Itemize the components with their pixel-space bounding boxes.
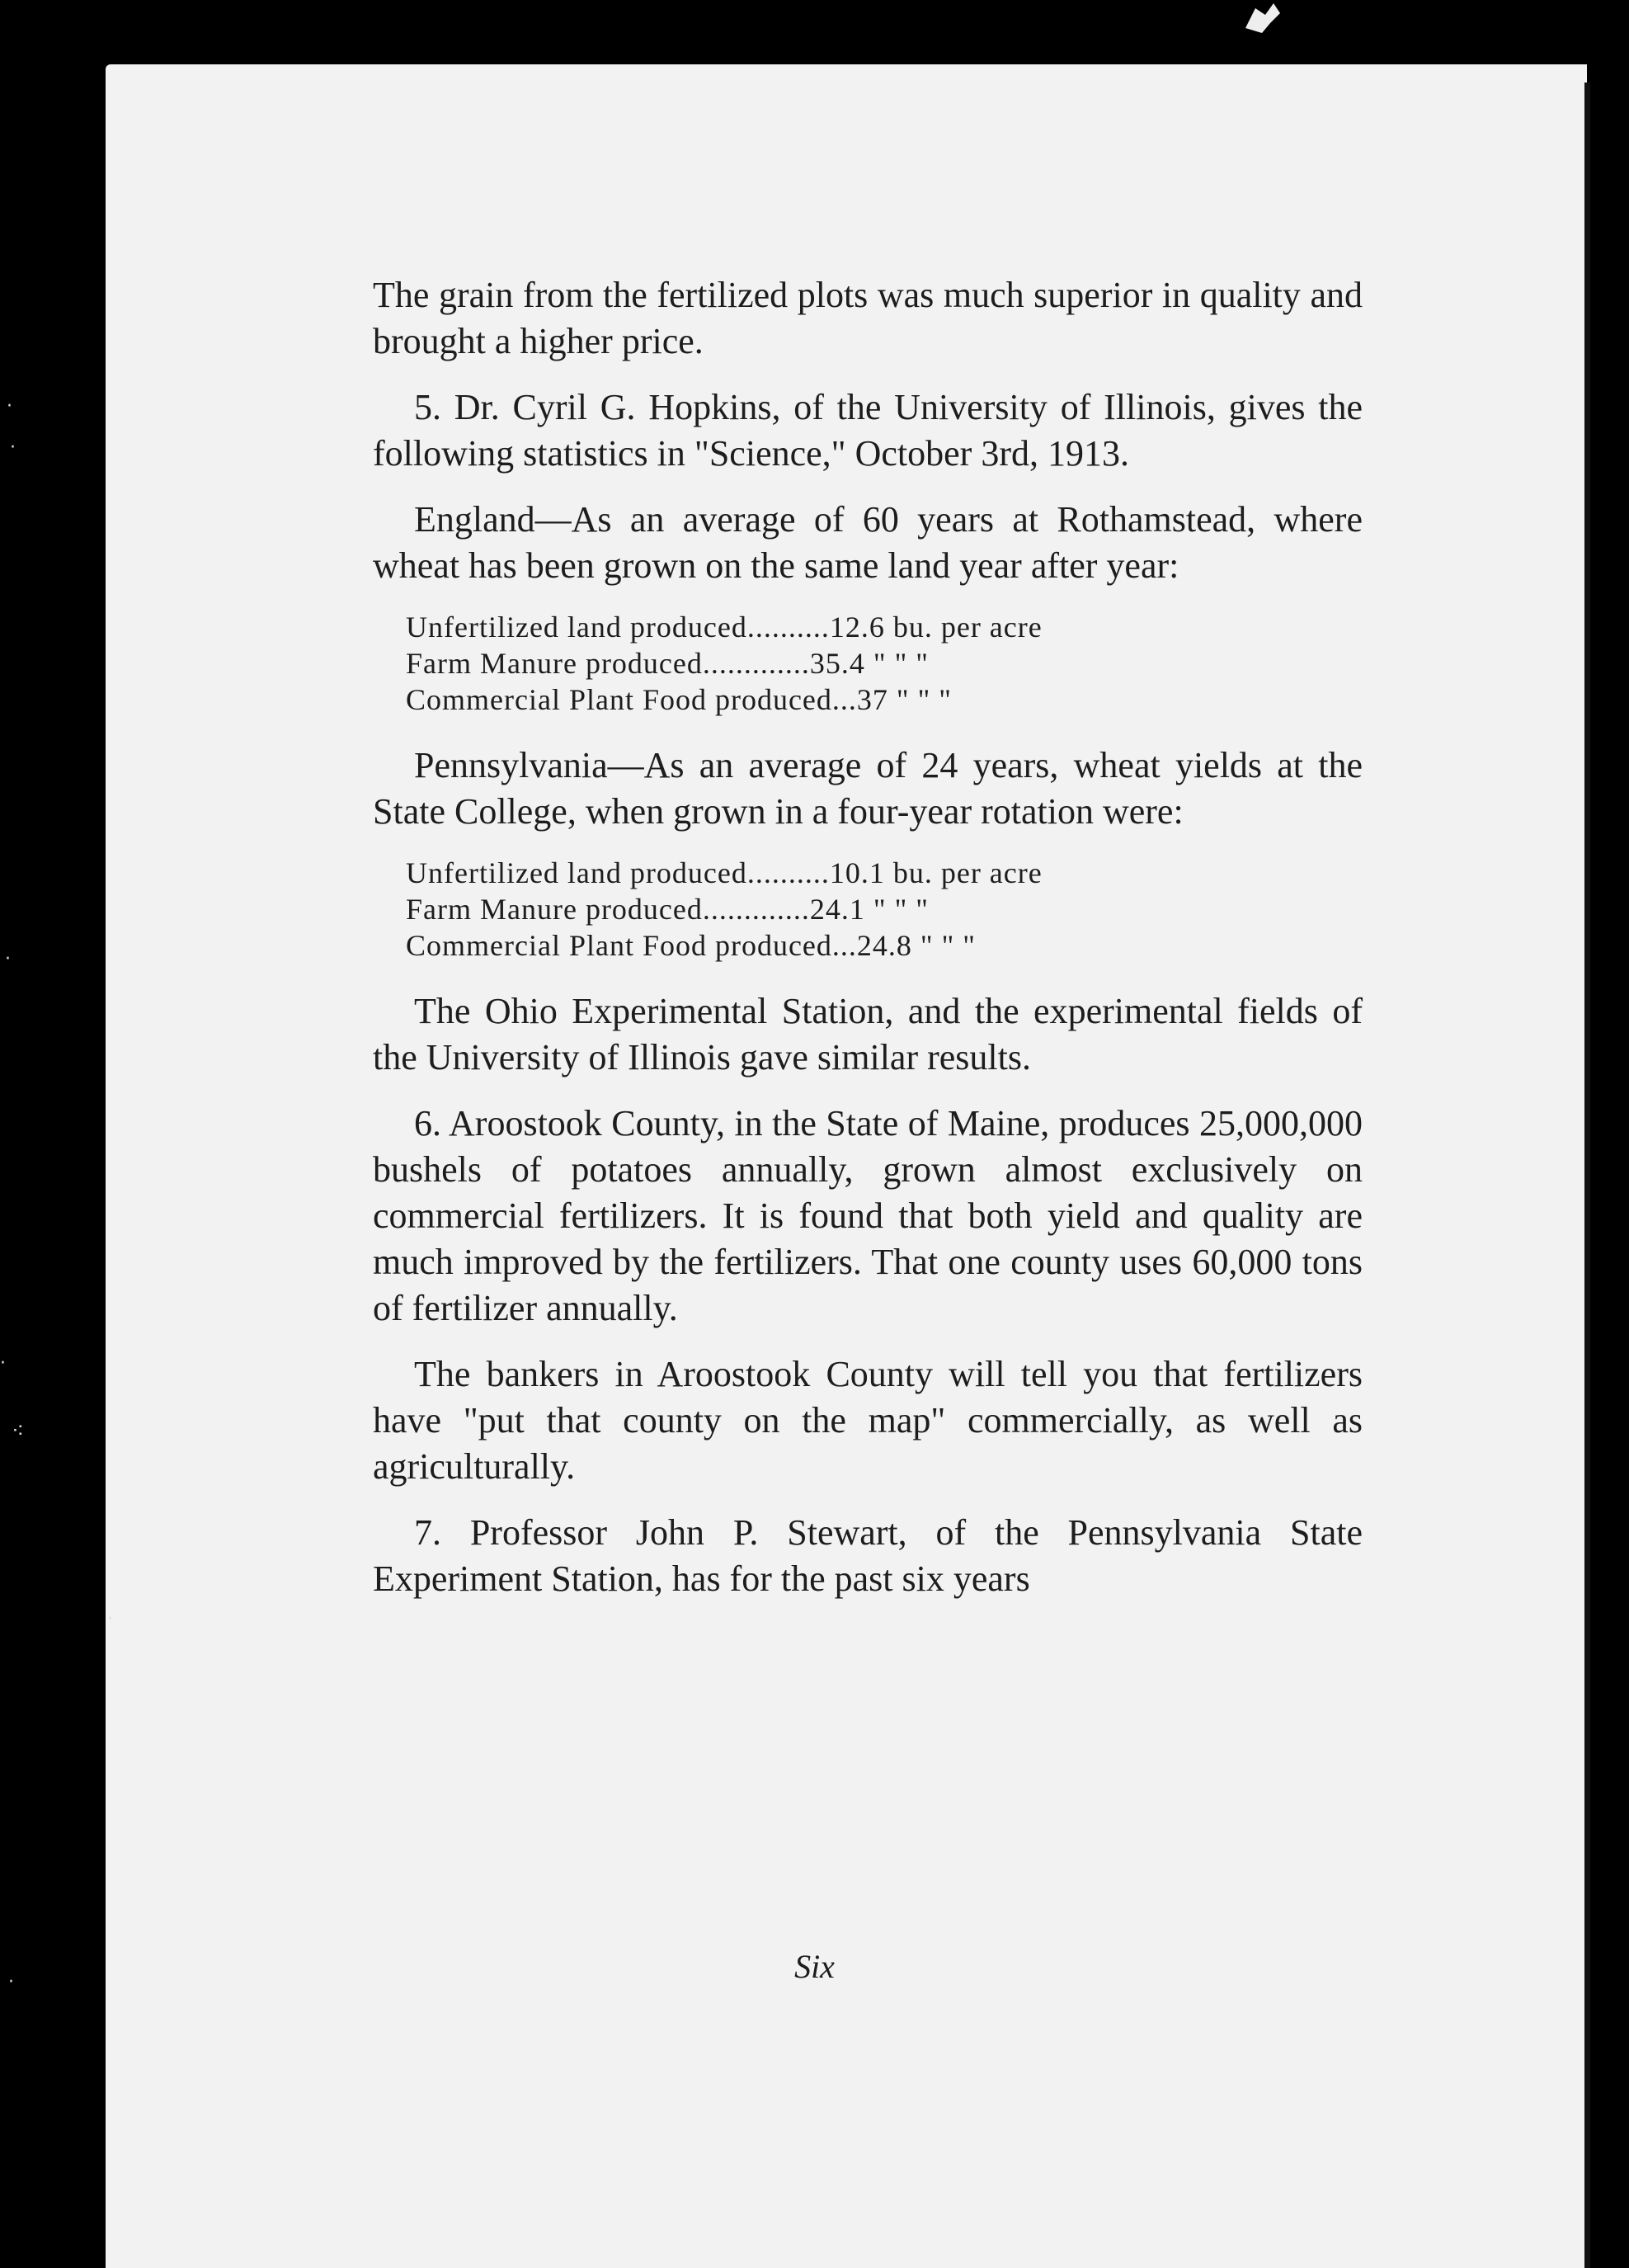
paragraph-pennsylvania: Pennsylvania—As an average of 24 years, wheat yields at the State College, when grown in a four-year rotation were:: [373, 745, 1363, 832]
paragraph-aroostook: 6. Aroostook County, in the State of Maine, produces 25,000,000 bushels of potatoes annually, grown almost exclusively on commercial fertilizers. It is found that both yield and quality are much improved by the fertilizers. That one county uses 60,000 tons of fertilizer annually.: [373, 1103, 1363, 1328]
scan-fleck: [1237, 0, 1287, 36]
paragraph-grain: The grain from the fertilized plots was much superior in quality and brought a higher price.: [373, 275, 1363, 361]
england-stats-table: [406, 609, 1363, 718]
stat-row: Farm Manure produced.............24.1 " " ": [406, 893, 929, 926]
binding-edge: [1584, 83, 1590, 2268]
paragraph-bankers: The bankers in Aroostook County will tell you that fertilizers have "put that county on the map" commercially, as well as agriculturally.: [373, 1354, 1363, 1487]
left-edge-speck: ·: [5, 949, 11, 969]
stat-row: Commercial Plant Food produced...37 " " ": [406, 683, 952, 716]
left-edge-speck: ⁖: [12, 1419, 25, 1444]
stat-row: Unfertilized land produced..........10.1 bu. per acre: [406, 856, 1043, 889]
paragraph-england: England—As an average of 60 years at Rothamstead, where wheat has been grown on the same land year after year:: [373, 499, 1363, 586]
left-edge-speck: ·: [7, 396, 12, 417]
pennsylvania-stats-table: [406, 855, 1363, 964]
paragraph-ohio: The Ohio Experimental Station, and the experimental fields of the University of Illinois gave similar results.: [373, 991, 1363, 1077]
page-number: Six: [794, 1948, 835, 1985]
left-edge-speck: ·: [107, 1609, 113, 1629]
scan-border-right: [1590, 66, 1629, 2268]
left-edge-speck: ·: [8, 1972, 14, 1992]
paragraph-hopkins: 5. Dr. Cyril G. Hopkins, of the University of Illinois, gives the following statistics in "Science," October 3rd, 1913.: [373, 387, 1363, 474]
stat-row: Commercial Plant Food produced...24.8 " " ": [406, 929, 976, 962]
page-body: [373, 272, 1363, 1622]
paragraph-stewart: 7. Professor John P. Stewart, of the Pennsylvania State Experiment Station, has for the past six years: [373, 1512, 1363, 1599]
left-edge-speck: ·: [10, 437, 16, 458]
stat-row: Unfertilized land produced..........12.6 bu. per acre: [406, 611, 1043, 644]
left-edge-speck: ·: [0, 1353, 6, 1374]
stat-row: Farm Manure produced.............35.4 " " ": [406, 647, 929, 680]
